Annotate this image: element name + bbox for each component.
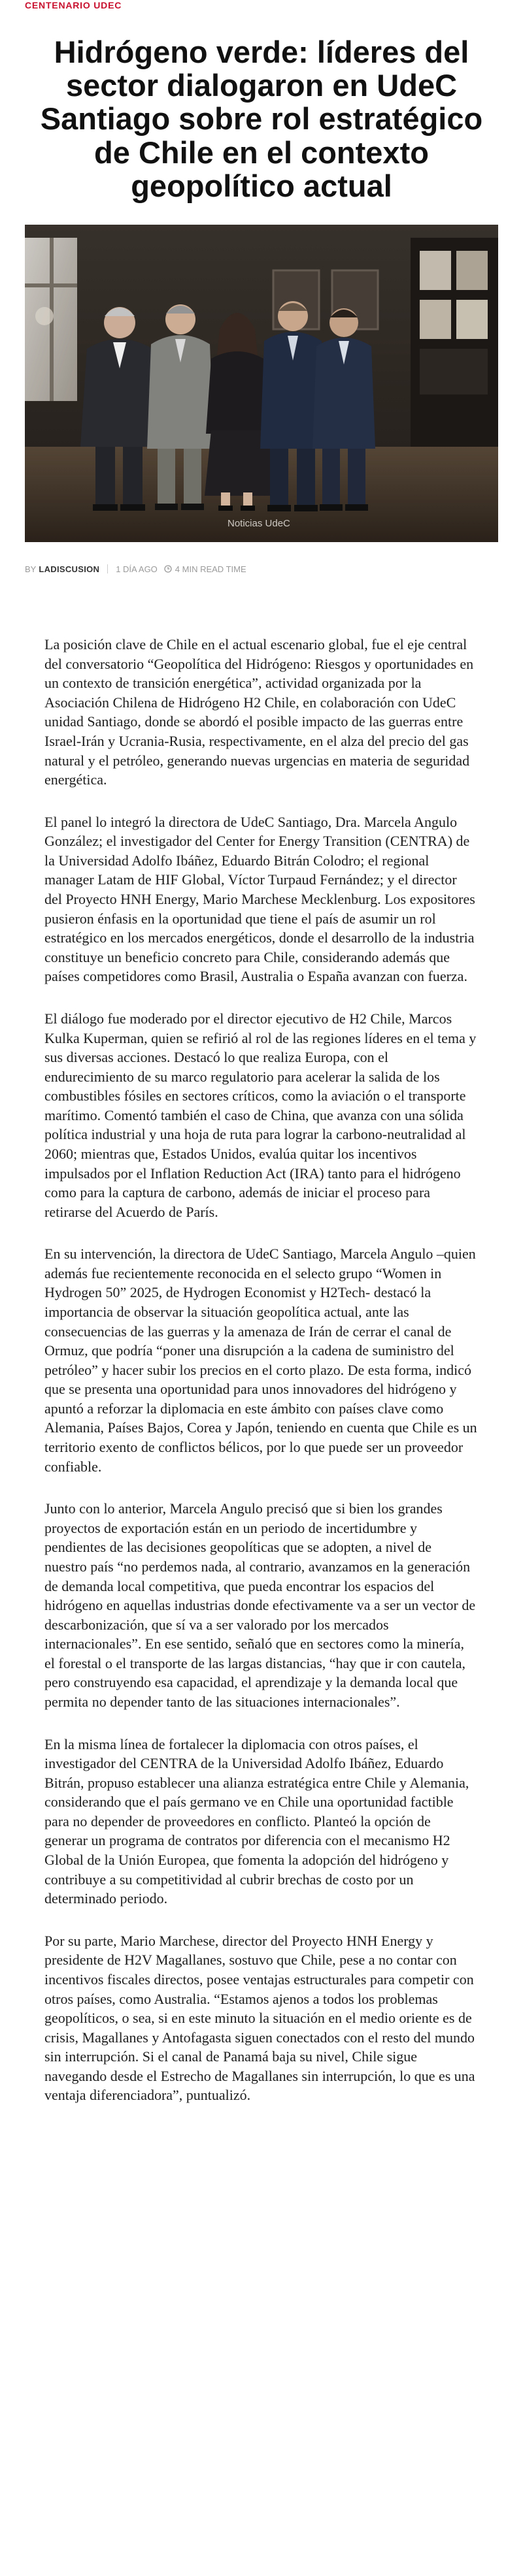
- clock-icon: [164, 565, 172, 573]
- category-link[interactable]: CENTENARIO UDEC: [25, 0, 122, 10]
- meta-divider: [107, 564, 108, 573]
- article-paragraph: Por su parte, Mario Marchese, director del Proyecto HNH Energy y presidente de H2V Magallanes, sostuvo que Chile, pese a no contar con incentivos fiscales directos, posee ventajas estructurales para competir con otros países, como Australia. “Estamos ajenos a todos los problemas geopolíticos, o sea, si en este minuto la situación en el medio oriente es de crisis, Magallanes y Antofagasta siguen conectados con el resto del mundo sin interrupción. Si el canal de Panamá baja su nivel, Chile sigue navegando desde el Estrecho de Magallanes sin interrupción, lo que es una ventaja diferenciadora”, puntualizó.: [44, 1932, 475, 2104]
- article-paragraph: En la misma línea de fortalecer la diplomacia con otros países, el investigador del CENTRA de la Universidad Adolfo Ibáñez, Eduardo Bitrán, propuso establecer una alianza estratégica entre Chile y Alemania, considerando que el país germano ve en Chile una oportunidad factible para no depender de proveedores en conflicto. Planteó la opción de generar un programa de contratos por diferencia con el mecanismo H2 Global de la Unión Europea, que fomenta la adopción del hidrógeno y contribuye a su competitividad al cubrir brechas de costo por un determinado periodo.: [44, 1735, 469, 1907]
- read-time: 4 MIN READ TIME: [175, 564, 246, 574]
- article-paragraph: El diálogo fue moderado por el director ejecutivo de H2 Chile, Marcos Kulka Kuperman, quien se refirió al rol de las regiones líderes en el tema y sus diversas acciones. Destacó lo que realiza Europa, con el endurecimiento de su marco regulatorio para acelerar la salida de los combustibles fósiles en sectores críticos, como la aviación o el transporte marítimo. Comentó también el caso de China, que avanza con una sólida política industrial y una hoja de ruta para lograr la carbono-neutralidad al 2060; mientras que, Estados Unidos, evalúa quitar los incentivos impulsados por el Inflation Reduction Act (IRA) tanto para el hidrógeno como para la captura de carbono, además de iniciar el proceso para retirarse del Acuerdo de París.: [44, 1010, 477, 1220]
- article-paragraph: El panel lo integró la directora de UdeC Santiago, Dra. Marcela Angulo González; el investigador del Center for Energy Transition (CENTRA) de la Universidad Adolfo Ibáñez, Eduardo Bitrán Colodro; el regional manager Latam de HIF Global, Víctor Turpaud Fernández; y el director del Proyecto HNH Energy, Mario Marchese Mecklenburg. Los expositores pusieron énfasis en la oportunidad que tiene el país de asumir un rol estratégico en los mercados energéticos, donde el desarrollo de la industria constituye un beneficio concreto para Chile, considerando además que países competidores como Brasil, Australia o España avanzan con fuerza.: [44, 813, 475, 985]
- article-paragraph: En su intervención, la directora de UdeC Santiago, Marcela Angulo –quien además fue recientemente reconocida en el selecto grupo “Women in Hydrogen 50” 2025, de Hydrogen Economist y H2Tech- destacó la importancia de observar la situación geopolítica actual, ante las consecuencias de las guerras y la amenaza de Irán de cerrar el canal de Ormuz, que podría “poner una disrupción a la cadena de suministro del petróleo” y hacer subir los precios en el corto plazo. De esta forma, indicó que se presenta una oportunidad para unos innovadores del hidrógeno y apuntó a reforzar la diplomacia en este ámbito con países clave como Alemania, Países Bajos, Corea y Japón, teniendo en cuenta que Chile es un territorio exento de conflictos bélicos, por lo que puede ser un proveedor confiable.: [44, 1246, 477, 1475]
- hero-photo-illustration: [25, 225, 498, 542]
- author-link[interactable]: LADISCUSION: [39, 564, 100, 574]
- article-meta: [25, 562, 523, 576]
- article-paragraph: La posición clave de Chile en el actual escenario global, fue el eje central del conversatorio “Geopolítica del Hidrógeno: Riesgos y oportunidades en un contexto de transición energética”, actividad organizada por la Asociación Chilena de Hidrógeno H2 Chile, en colaboración con UdeC unidad Santiago, donde se abordó el posible impacto de las guerras entre Israel-Irán y Ucrania-Rusia, respectivamente, en el alza del precio del gas natural y el petróleo, generando nuevas urgencias en materia de seguridad energética.: [44, 636, 474, 788]
- article-headline: Hidrógeno verde: líderes del sector dialogaron en UdeC Santiago sobre rol estratégico de Chile en el contexto geopolítico actual: [40, 35, 483, 203]
- photo-credit: Noticias UdeC: [228, 518, 290, 530]
- article-body: [0, 635, 523, 2105]
- byline-label: BY: [25, 564, 37, 574]
- publish-date: 1 DÍA AGO: [116, 564, 158, 574]
- hero-photo: [25, 225, 498, 542]
- article-paragraph: Junto con lo anterior, Marcela Angulo precisó que si bien los grandes proyectos de exportación están en un periodo de incertidumbre y pendientes de las decisiones geopolíticas que se adopten, a nivel de nuestro país “no perdemos nada, al contrario, avanzamos en la generación de demanda local competitiva, que pueda encontrar los espacios del hidrógeno en aquellas industrias donde efectivamente va a ser un vector de descarbonización, que sí va a ser valorado por los mercados internacionales”. En ese sentido, señaló que en sectores como la minería, el forestal o el transporte de las largas distancias, “hay que ir con cautela, pero construyendo esa capacidad, el aprendizaje y la demanda local que permita no depender tanto de las situaciones internacionales”.: [44, 1500, 476, 1710]
